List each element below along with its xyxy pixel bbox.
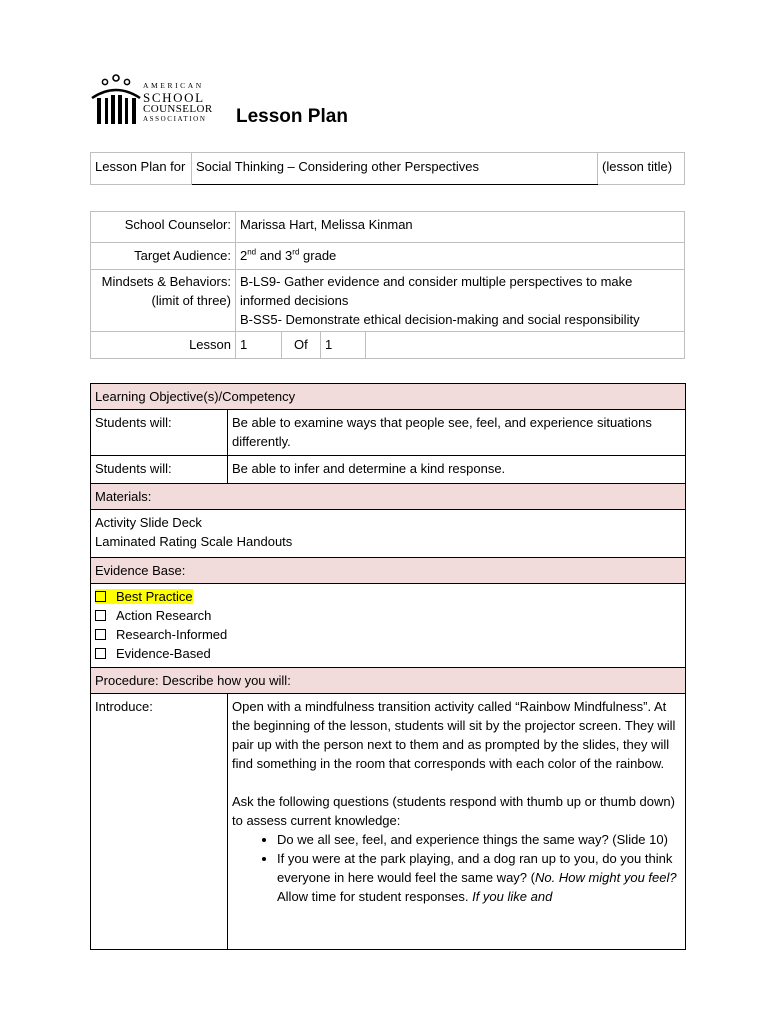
procedure-header: Procedure: Describe how you will: (91, 668, 686, 694)
page-title: Lesson Plan (236, 106, 348, 127)
objective-1-label: Students will: (91, 410, 228, 456)
audience-grade-b: and 3 (256, 248, 293, 263)
introduce-label: Introduce: (91, 694, 228, 950)
question-italic: No. How might you feel? (534, 870, 677, 885)
audience-sup-a: nd (247, 247, 257, 257)
lesson-title-table (90, 152, 685, 185)
checkbox-icon[interactable] (95, 648, 106, 659)
evidence-option[interactable] (95, 587, 681, 606)
evidence-option-label: Research-Informed (116, 627, 228, 642)
lesson-number-field[interactable]: 1 (236, 332, 282, 358)
audience-label: Target Audience: (91, 243, 236, 270)
lesson-for-label: Lesson Plan for (91, 153, 192, 185)
mindsets-field[interactable] (236, 270, 685, 332)
audience-grade-c: grade (299, 248, 337, 263)
checkbox-icon[interactable] (95, 629, 106, 640)
introduce-paragraph-1: Open with a mindfulness transition activity called “Rainbow Mindfulness”. At the beginning of the lesson, students will sit by the projector screen. They will pair up with the person next to them and as prompted by the slides, they will find something in the room that corresponds with each color of the rainbow. (232, 699, 676, 771)
info-table (90, 211, 685, 359)
lesson-number-label: Lesson (91, 332, 236, 359)
lesson-body-table (90, 383, 686, 950)
evidence-option[interactable] (95, 625, 681, 644)
of-label: Of (294, 337, 308, 352)
objective-2-label: Students will: (91, 456, 228, 484)
mindsets-label-line1: Mindsets & Behaviors: (101, 274, 231, 289)
lesson-title-suffix: (lesson title) (598, 153, 685, 185)
material-item: Laminated Rating Scale Handouts (95, 534, 293, 549)
question-italic: If you like and (472, 889, 553, 904)
logo-line-1: AMERICAN (143, 81, 204, 90)
question-item (277, 849, 681, 906)
audience-field[interactable] (236, 243, 685, 270)
logo-line-2: SCHOOL (143, 89, 205, 105)
question-text: Allow time for student responses. (277, 889, 473, 904)
checkbox-icon[interactable] (95, 591, 106, 602)
mindset-item-1: B-LS9- Gather evidence and consider multiple perspectives to make informed decisions (240, 274, 633, 308)
logo-line-3: COUNSELOR (143, 102, 213, 115)
logo-line-4: ASSOCIATION (143, 114, 207, 123)
question-text: If you were at the park playing, and a dog ran up to you, do you think everyone in here would feel the same way? ( (277, 851, 673, 885)
evidence-option-label: Action Research (116, 608, 212, 623)
counselor-field[interactable]: Marissa Hart, Melissa Kinman (236, 212, 685, 243)
mindset-item-2: B-SS5- Demonstrate ethical decision-making and social responsibility (240, 312, 640, 327)
introduce-field[interactable] (228, 694, 686, 950)
audience-sup-b: rd (292, 247, 300, 257)
audience-grade-a: 2 (240, 248, 248, 263)
counselor-label: School Counselor: (91, 212, 236, 243)
lesson-count-cell (236, 332, 685, 359)
lesson-title-field[interactable]: Social Thinking – Considering other Perspectives (192, 153, 598, 185)
question-list (232, 830, 681, 906)
asca-logo (90, 74, 230, 128)
mindsets-label (91, 270, 236, 332)
objective-2-value[interactable]: Be able to infer and determine a kind response. (228, 456, 686, 484)
materials-header: Materials: (91, 484, 686, 510)
materials-list[interactable] (91, 510, 686, 558)
mindsets-label-line2: (limit of three) (151, 293, 231, 308)
evidence-options (91, 584, 686, 668)
objectives-header: Learning Objective(s)/Competency (91, 384, 686, 410)
material-item: Activity Slide Deck (95, 515, 202, 530)
question-item: • Do we all see, feel, and experience things the same way? (Slide 10) (277, 830, 681, 849)
evidence-option-label: Best Practice (116, 589, 193, 604)
objective-1-value[interactable]: Be able to examine ways that people see, feel, and experience situations differently. (228, 410, 686, 456)
checkbox-icon[interactable] (95, 610, 106, 621)
evidence-option-label: Evidence-Based (116, 646, 211, 661)
evidence-header: Evidence Base: (91, 558, 686, 584)
asca-logo-icon (90, 74, 142, 126)
lesson-total-field[interactable]: 1 (320, 332, 366, 358)
evidence-option[interactable] (95, 606, 681, 625)
introduce-paragraph-2: Ask the following questions (students respond with thumb up or thumb down) to assess current knowledge: (232, 794, 675, 828)
evidence-option[interactable] (95, 644, 681, 663)
